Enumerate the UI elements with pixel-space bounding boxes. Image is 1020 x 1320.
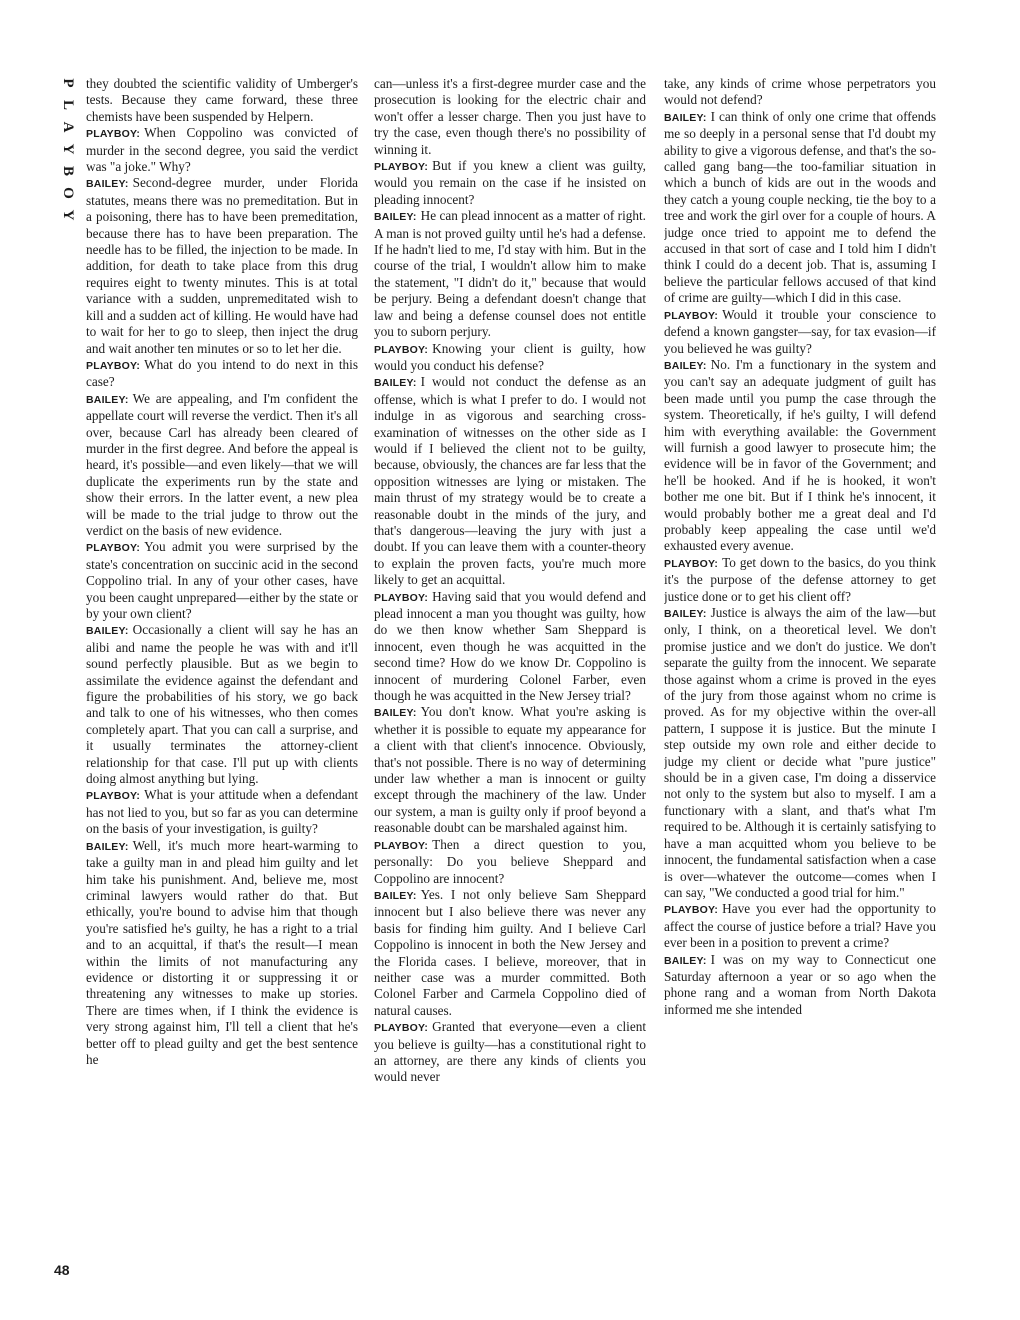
speaker-label: BAILEY: [86, 178, 129, 191]
interview-paragraph [374, 158, 646, 208]
interview-paragraph [374, 341, 646, 375]
interview-paragraph [86, 125, 358, 175]
text-column-1 [86, 76, 358, 1286]
paragraph-text: Occasionally a client will say he has an alibi and name the people he was with and it'll sound perfectly plausible. But as we begin to assimilate the evidence against the defendant and figure the probabilities of his story, we go back and talk to one of his witnesses, who then comes completely apart. That you can call a surprise, and it usually terminates the attorney-client relationship for that case. I'll put up with clients doing almost anything but lying. [86, 622, 358, 787]
speaker-label: BAILEY: [374, 211, 417, 224]
speaker-label: PLAYBOY: [374, 839, 429, 852]
paragraph-text: No. I'm a functionary in the system and you can't say an adequate judgment of guilt has been made until you pump the case through the system. Theoretically, if he's guilty, I will defend him with everything available: the Government will furnish a good lawyer to prosecute him; the evidence will be in favor of the Government; and he'll be hooked. And if he is hooked, it won't bother me one bit. But if I think he's innocent, it would probably bother me a great deal and I'd probably keep appealing the case until we'd exhausted every avenue. [664, 356, 936, 554]
text-column-2 [374, 76, 646, 1286]
speaker-label: PLAYBOY: [374, 343, 429, 356]
paragraph-text: To get down to the basics, do you think it's the purpose of the defense attorney to get justice done or to get his client off? [664, 554, 936, 604]
interview-paragraph [86, 175, 358, 356]
interview-paragraph [86, 622, 358, 787]
interview-paragraph [664, 952, 936, 1019]
paragraph-text: I would not conduct the defense as an offense, which is what I prefer to do. I would not indulge in as vigorous and searching cross-examination of witnesses on the other side as I would if I believed the client not to be guilty, because, obviously, the chances are far less that the opposition witnesses are lying or mistaken. The main thrust of my strategy would be to create a reasonable doubt in the minds of the jury, and that's dangerous—leaving the jury with just a doubt. If you can leave them with a counter-theory to explain the proven facts, you're much more likely to get an acquittal. [374, 374, 646, 588]
paragraph-text: Then a direct question to you, personally: Do you believe Sheppard and Coppolino are innocent? [374, 836, 646, 886]
interview-paragraph [374, 837, 646, 887]
speaker-label: BAILEY: [664, 111, 707, 124]
interview-paragraph [664, 555, 936, 605]
speaker-label: PLAYBOY: [374, 1022, 429, 1035]
paragraph-text: He can plead innocent as a matter of right. A man is not proved guilty until he's had a defense. If he hadn't lied to me, I'd stay with him. But in the course of the trial, I wouldn't allow him to make the statement, "I didn't do it," because that would be perjury. Being a defendant doesn't change that law and being a defense counsel does not entitle you to suborn perjury. [374, 208, 646, 340]
interview-paragraph [664, 605, 936, 901]
interview-paragraph [664, 357, 936, 555]
speaker-label: PLAYBOY: [664, 557, 719, 570]
speaker-label: BAILEY: [86, 840, 129, 853]
masthead-vertical [52, 72, 76, 226]
paragraph-text: Well, it's much more heart-warming to take a guilty man in and plead him guilty and let him take his punishment. And, believe me, most criminal lawyers would rather do that. But ethically, you're bound to advise him that though you're satisfied he's guilty, he has a right to a trial and to an acquittal, if that's the result—I mean within the limits of not manufacturing any evidence or distorting it or suppressing it or threatening any witnesses to make up stories. There are times when, if I think the evidence is very strong against him, I'll tell a client that he's better off to plead guilty and get the best sentence he [86, 837, 358, 1067]
interview-paragraph [374, 208, 646, 340]
speaker-label: BAILEY: [664, 954, 707, 967]
paragraph-text: You don't know. What you're asking is whether it is possible to equate my appearance for a client with that client's innocence. Obviously, that's not possible. There is no way of determining under law whether a man is innocent or guilty except through the machinery of the law. Under our system, a man is guilty only if proof beyond a reasonable doubt can be marshaled against him. [374, 704, 646, 836]
speaker-label: BAILEY: [86, 625, 129, 638]
interview-paragraph [374, 76, 646, 158]
interview-paragraph [374, 589, 646, 705]
interview-paragraph [374, 1019, 646, 1086]
speaker-label: BAILEY: [374, 377, 417, 390]
speaker-label: PLAYBOY: [374, 591, 429, 604]
paragraph-text: Having said that you would defend and plead innocent a man you thought was guilty, how do we then know whether Sam Sheppard is innocent, even though he was acquitted in the second time? How do we know Dr. Coppolino is innocent of murdering Colonel Farber, even though he was acquitted in the New Jersey trial? [374, 588, 646, 704]
paragraph-text: But if you knew a client was guilty, would you remain on the case if he insisted on pleading innocent? [374, 158, 646, 207]
interview-paragraph [86, 76, 358, 125]
speaker-label: PLAYBOY: [86, 359, 141, 372]
paragraph-text: What do you intend to do next in this case? [86, 356, 358, 390]
speaker-label: PLAYBOY: [86, 790, 141, 803]
paragraph-text: When Coppolino was convicted of murder in the second degree, you said the verdict was "a joke." Why? [86, 125, 358, 175]
page-number: 48 [54, 1262, 70, 1278]
masthead-letter: L [60, 99, 76, 110]
paragraph-text: they doubted the scientific validity of Umberger's tests. Because they came forward, these three chemists have been suspended by Helpern. [86, 76, 358, 124]
interview-paragraph [86, 357, 358, 391]
masthead-letter: O [60, 187, 76, 199]
paragraph-text: take, any kinds of crime whose perpetrators you would not defend? [664, 76, 936, 108]
masthead-letter: P [60, 78, 76, 88]
speaker-label: BAILEY: [374, 889, 417, 902]
interview-paragraph [374, 704, 646, 836]
masthead-letter: B [60, 165, 76, 176]
masthead-letter: Y [60, 209, 76, 221]
speaker-label: BAILEY: [374, 707, 417, 720]
text-column-3 [664, 76, 936, 1286]
interview-paragraph [374, 887, 646, 1019]
speaker-label: PLAYBOY: [86, 128, 141, 141]
paragraph-text: Granted that everyone—even a client you believe is guilty—has a constitutional right to an attorney, are there any kinds of clients you would never [374, 1019, 646, 1085]
interview-paragraph [86, 391, 358, 540]
speaker-label: PLAYBOY: [374, 161, 429, 174]
speaker-label: BAILEY: [86, 393, 129, 406]
paragraph-text: I can think of only one crime that offends me so deeply in a personal sense that I'd doubt my ability to give a vigorous defense, and that's the so-called gang bang—the too-familiar situation in which a bunch of kids are out in the woods and they catch a young couple necking, tie the boy to a tree and work the girl over for a couple of hours. A judge once tried to appoint me to defend the accused in that sort of case and I told him I didn't think I could do a decent job. That is, assuming I believe the particular fellows accused of that kind of crime are guilty—which I did in this case. [664, 108, 936, 306]
paragraph-text: Second-degree murder, under Florida statutes, means there was no premeditation. But in a poisoning, there has to have been premeditation, because there has to have been preparation. The needle has to be filled, the injection to be made. In addition, for death to take place from this drug requires eight to twenty minutes. This is at total variance with a sudden, unpremeditated wish to kill and a sudden act of killing. He would have had to wait for her to go to sleep, then inject the drug and wait another ten minutes or so to let her die. [86, 175, 358, 356]
interview-paragraph [664, 109, 936, 307]
paragraph-text: We are appealing, and I'm confident the appellate court will reverse the verdict. Then it's all over, because Carl has already been cleared of murder in the first degree. And before the appeal is heard, it's possible—and even likely—that we will duplicate the experiments run by the state and show their errors. In the latter event, a new plea will be made to the trial judge to throw out the verdict on the basis of new evidence. [86, 390, 358, 538]
interview-paragraph [374, 374, 646, 588]
paragraph-text: I was on my way to Connecticut one Saturday afternoon a year or so ago when the phone rang and a woman from North Dakota informed me she intended [664, 951, 936, 1017]
paragraph-text: Would it trouble your conscience to defend a known gangster—say, for tax evasion—if you believed he was guilty? [664, 306, 936, 356]
masthead-letter: Y [60, 143, 76, 155]
speaker-label: PLAYBOY: [86, 542, 141, 555]
paragraph-text: Yes. I not only believe Sam Sheppard innocent but I also believe there was never any basis for finding him guilty. And I believe Carl Coppolino is innocent in both the New Jersey and the Florida cases. I believe, moreover, that in neither case was a murder committed. Both Colonel Farber and Carmela Coppolino died of natural causes. [374, 886, 646, 1018]
interview-paragraph [86, 838, 358, 1069]
paragraph-text: can—unless it's a first-degree murder case and the prosecution is looking for the electric chair and won't offer a lesser charge. Then you just have to try the case, even though there's no possibility of winning it. [374, 76, 646, 157]
interview-paragraph [664, 307, 936, 357]
interview-paragraph [664, 76, 936, 109]
speaker-label: PLAYBOY: [664, 309, 719, 322]
interview-paragraph [86, 787, 358, 837]
paragraph-text: Knowing your client is guilty, how would you conduct his defense? [374, 340, 646, 373]
speaker-label: PLAYBOY: [664, 904, 719, 917]
paragraph-text: What is your attitude when a defendant has not lied to you, but so far as you can determine on the basis of your investigation, is guilty? [86, 787, 358, 837]
interview-paragraph [664, 901, 936, 951]
masthead-letter: A [60, 121, 76, 133]
interview-paragraph [86, 539, 358, 622]
paragraph-text: Justice is always the aim of the law—but only, I think, on a theoretical level. We don't promise justice and we don't do justice. We don't separate the guilty from the innocent. We separate those against whom a crime is proved in the eyes of the jury from those against whom no crime is proved. As for my objective within the over-all pattern, I suppose it is justice. But the minute I step outside my own role and either decide to judge my client or decide what "pure justice" should be in a given case, I'm doing a disservice not only to the system but also to myself. I am a functionary with a slant, and that's what I'm required to be. Although it is certainly satisfying to have a man acquitted whom you believe to be innocent, the fundamental satisfaction when a case is over—whatever the outcome—comes when I can say, "We conducted a good trial for him." [664, 605, 936, 900]
speaker-label: BAILEY: [664, 359, 707, 372]
paragraph-text: You admit you were surprised by the state's concentration on succinic acid in the second Coppolino trial. In any of your other cases, have you been caught unprepared—either by the state or by your own client? [86, 539, 358, 621]
speaker-label: BAILEY: [664, 608, 707, 620]
paragraph-text: Have you ever had the opportunity to affect the course of justice before a trial? Have you ever been in a position to prevent a crime? [664, 901, 936, 951]
